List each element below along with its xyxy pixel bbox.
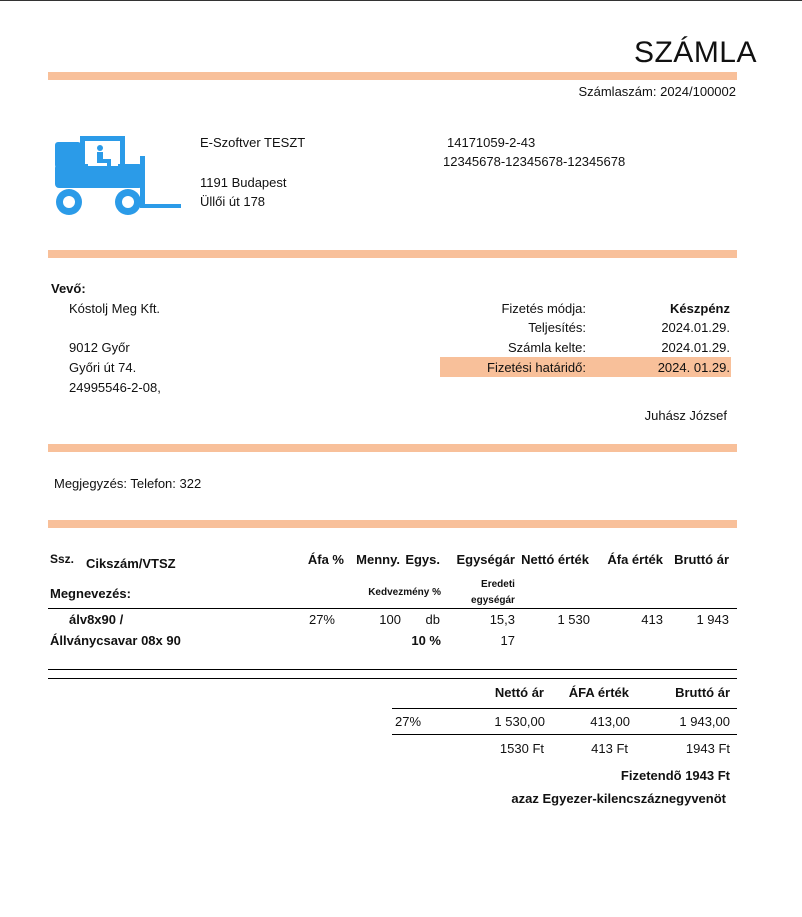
accent-band-3 [48, 444, 737, 452]
summary-net-label: Nettó ár [494, 685, 544, 700]
col-net-value: Nettó érték [521, 552, 589, 567]
col-unit-price: Egységár [456, 552, 515, 567]
col-discount: Kedvezmény % [368, 587, 441, 598]
item-net-value: 1 530 [557, 612, 590, 627]
summary-rate: 27% [395, 714, 422, 729]
col-vat-value: Áfa érték [607, 552, 663, 567]
seller-city: 1191 Budapest [200, 175, 287, 190]
buyer-label: Vevő: [51, 281, 86, 296]
seller-bank-account: 12345678-12345678-12345678 [443, 154, 626, 169]
invoice-number: Számlaszám: 2024/100002 [578, 84, 736, 99]
issue-date-value: 2024.01.29. [661, 340, 730, 355]
item-quantity: 100 [379, 612, 401, 627]
item-code: álv8x90 / [69, 612, 124, 627]
col-vat-rate: Áfa % [307, 552, 344, 567]
due-date-value: 2024. 01.29. [657, 360, 730, 375]
items-end-line-2 [48, 678, 737, 679]
col-unit: Egys. [405, 552, 440, 567]
item-vat-value: 413 [641, 612, 663, 627]
due-date-label: Fizetési határidő: [487, 360, 586, 375]
forklift-icon [52, 134, 184, 216]
summary-gross-total: 1943 Ft [685, 741, 730, 756]
issue-date-label: Számla kelte: [507, 340, 586, 355]
item-orig-price: 17 [500, 633, 515, 648]
item-vat-rate: 27% [308, 612, 335, 627]
summary-vat-total: 413 Ft [591, 741, 628, 756]
issuer-name: Juhász József [644, 408, 727, 423]
seller-tax-id: 14171059-2-43 [447, 135, 536, 150]
item-unit-price: 15,3 [489, 612, 515, 627]
amount-in-words: azaz Egyezer-kilencszáznegyvenöt [511, 791, 726, 806]
item-name: Állványcsavar 08x 90 [50, 633, 181, 648]
summary-gross-label: Bruttó ár [675, 685, 730, 700]
col-ssz: Ssz. [50, 552, 75, 566]
col-name: Megnevezés: [50, 586, 131, 601]
payment-method-value: Készpénz [670, 301, 730, 316]
summary-row-underline [392, 734, 737, 735]
item-unit: db [425, 612, 440, 627]
items-header-divider [48, 608, 737, 609]
col-code: Cikszám/VTSZ [86, 556, 176, 571]
item-discount: 10 % [411, 633, 441, 648]
summary-divider [392, 708, 737, 709]
col-orig-price-line2: egységár [471, 595, 515, 606]
fulfillment-value: 2024.01.29. [661, 320, 730, 335]
summary-net-total: 1530 Ft [499, 741, 544, 756]
seller-name: E-Szoftver TESZT [200, 135, 306, 150]
accent-band-2 [48, 250, 737, 258]
accent-band-1 [48, 72, 737, 80]
payment-method-label: Fizetés módja: [501, 301, 586, 316]
items-end-line-1 [48, 669, 737, 670]
seller-street: Üllői út 178 [200, 194, 266, 209]
summary-vat: 413,00 [590, 714, 630, 729]
buyer-name: Kóstolj Meg Kft. [69, 301, 161, 316]
summary-gross: 1 943,00 [679, 714, 730, 729]
accent-band-4 [48, 520, 737, 528]
summary-net: 1 530,00 [494, 714, 545, 729]
buyer-street: Győri út 74. [69, 360, 137, 375]
top-border [0, 0, 802, 1]
item-gross: 1 943 [696, 612, 729, 627]
note: Megjegyzés: Telefon: 322 [54, 476, 202, 491]
col-quantity: Menny. [356, 552, 400, 567]
amount-payable: Fizetendõ 1943 Ft [620, 768, 730, 783]
buyer-tax-id: 24995546-2-08, [69, 380, 161, 395]
fulfillment-label: Teljesítés: [528, 320, 586, 335]
summary-vat-label: ÁFA érték [568, 685, 629, 700]
col-orig-price-line1: Eredeti [481, 579, 515, 590]
col-gross: Bruttó ár [674, 552, 729, 567]
buyer-city: 9012 Győr [69, 340, 130, 355]
document-title: SZÁMLA [633, 36, 757, 69]
